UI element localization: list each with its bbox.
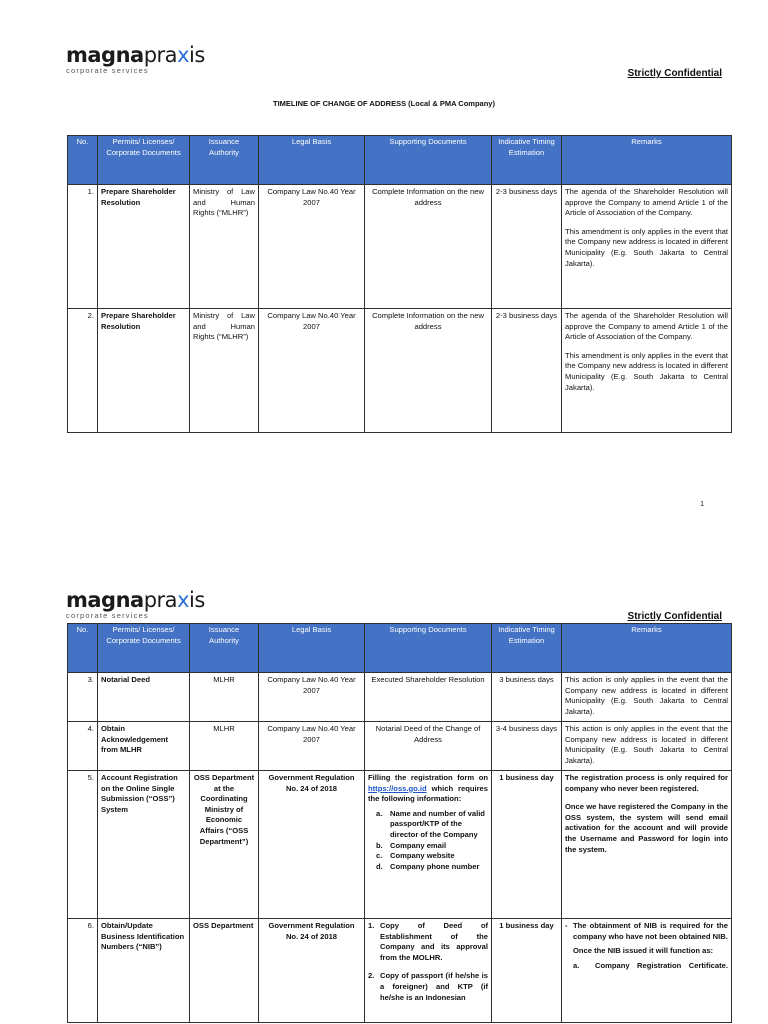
timing-cell: 2-3 business days [492, 309, 562, 433]
permit-cell: Account Registration on the Online Single Submission (“OSS”) System [98, 771, 190, 919]
list-item: 2. Copy of passport (if he/she is a foreigner) and KTP (if he/she is an Indonesian [368, 971, 488, 1002]
legal-basis-cell: Company Law No.40 Year 2007 [259, 722, 365, 771]
permit-cell: Obtain Acknowledgement from MLHR [98, 722, 190, 771]
authority-cell: Ministry of Law and Human Rights (“MLHR”) [190, 309, 259, 433]
header-no: No. [68, 624, 98, 673]
list-item: c. Company website [376, 851, 455, 861]
required-info-list [376, 808, 488, 873]
table-row [68, 919, 732, 1023]
remarks-cell: - The obtainment of NIB is required for the company who have not been obtained NIB. Once the NIB issued it will function as: a. Company Registration Certificate. [562, 919, 732, 1023]
permit-cell: Prepare Shareholder Resolution [98, 309, 190, 433]
document-title: TIMELINE OF CHANGE OF ADDRESS (Local & PMA Company) [273, 99, 495, 108]
header-timing: Indicative Timing Estimation [492, 624, 562, 673]
header-timing: Indicative Timing Estimation [492, 136, 562, 185]
timing-cell: 2-3 business days [492, 185, 562, 309]
page-number: 1 [700, 501, 704, 508]
header-permits: Permits/ Licenses/ Corporate Documents [98, 136, 190, 185]
table-row [68, 309, 732, 433]
header-supporting-documents: Supporting Documents [365, 624, 492, 673]
header-authority: Issuance Authority [190, 136, 259, 185]
permit-cell: Notarial Deed [98, 673, 190, 722]
remarks-cell: This action is only applies in the event that the Company new address is located in different Municipality (E.g. South Jakarta to Central Jakarta). [562, 673, 732, 722]
supporting-docs-list [368, 921, 488, 1003]
header-authority: Issuance Authority [190, 624, 259, 673]
timeline-table-page-1 [67, 135, 732, 433]
header-supporting-documents: Supporting Documents [365, 136, 492, 185]
header-no: No. [68, 136, 98, 185]
remarks-cell: The registration process is only required for company who never been registered. Once we have registered the Company in the OSS system, the system will send email activation for the account and will provide the Username and Password for login into the system. [562, 771, 732, 919]
header-remarks: Remarks [562, 624, 732, 673]
legal-basis-cell: Government Regulation No. 24 of 2018 [259, 919, 365, 1023]
confidential-label: Strictly Confidential [627, 611, 722, 622]
remark-sub-item: a. Company Registration Certificate. [573, 960, 728, 970]
authority-cell: Ministry of Law and Human Rights (“MLHR”) [190, 185, 259, 309]
authority-cell: OSS Department at the Coordinating Ministry of Economic Affairs (“OSS Department”) [190, 771, 259, 919]
brand-tagline: corporate services [66, 611, 149, 620]
table-header-row [68, 624, 732, 673]
timing-cell: 1 business day [492, 919, 562, 1023]
authority-cell: MLHR [190, 673, 259, 722]
list-item: d. Company phone number [376, 861, 480, 871]
table-row [68, 673, 732, 722]
table-row [68, 185, 732, 309]
row-number: 4. [68, 722, 98, 771]
brand-tagline: corporate services [66, 66, 149, 75]
supporting-docs-cell: Complete Information on the new address [365, 309, 492, 433]
list-item: 1. Copy of Deed of Establishment of the Company and its approval from the MOLHR. [368, 921, 488, 962]
supporting-docs-cell: Executed Shareholder Resolution [365, 673, 492, 722]
legal-basis-cell: Company Law No.40 Year 2007 [259, 309, 365, 433]
row-number: 1. [68, 185, 98, 309]
header-permits: Permits/ Licenses/ Corporate Documents [98, 624, 190, 673]
timeline-table-page-2 [67, 623, 732, 1023]
permit-cell: Prepare Shareholder Resolution [98, 185, 190, 309]
remarks-cell: The agenda of the Shareholder Resolution will approve the Company to amend Article 1 of the Article of Association of the Company. This amendment is only applies in the event that the Company new address is located in different Municipality (E.g. South Jakarta to Central Jakarta). [562, 309, 732, 433]
timing-cell: 3 business days [492, 673, 562, 722]
page-gap [0, 545, 768, 575]
row-number: 3. [68, 673, 98, 722]
timing-cell: 3-4 business days [492, 722, 562, 771]
supporting-docs-cell: Filling the registration form on https://oss.go.id which requires the following information: a. Name and number of valid passport/KTP of the director of the Company b. Company email c. Company website d. Company phone number [365, 771, 492, 919]
legal-basis-cell: Government Regulation No. 24 of 2018 [259, 771, 365, 919]
list-item: a. Name and number of valid passport/KTP of the director of the Company [376, 808, 485, 839]
supporting-docs-cell: Complete Information on the new address [365, 185, 492, 309]
row-number: 6. [68, 919, 98, 1023]
brand-logo: magnapraxis corporate services [66, 43, 205, 75]
authority-cell: OSS Department [190, 919, 259, 1023]
authority-cell: MLHR [190, 722, 259, 771]
oss-link[interactable]: https://oss.go.id [368, 783, 427, 793]
table-row [68, 722, 732, 771]
row-number: 2. [68, 309, 98, 433]
header-remarks: Remarks [562, 136, 732, 185]
supporting-docs-cell [365, 919, 492, 1023]
supporting-docs-cell: Notarial Deed of the Change of Address [365, 722, 492, 771]
table-row [68, 771, 732, 919]
remarks-cell: The agenda of the Shareholder Resolution will approve the Company to amend Article 1 of the Article of Association of the Company. This amendment is only applies in the event that the Company new address is located in different Municipality (E.g. South Jakarta to Central Jakarta). [562, 185, 732, 309]
table-header-row [68, 136, 732, 185]
brand-logo: magnapraxis corporate services [66, 588, 205, 620]
confidential-label: Strictly Confidential [627, 68, 722, 79]
row-number: 5. [68, 771, 98, 919]
remark-bullet: - The obtainment of NIB is required for the company who have not been obtained NIB. [565, 921, 728, 941]
remarks-cell: This action is only applies in the event that the Company new address is located in different Municipality (E.g. South Jakarta to Central Jakarta). [562, 722, 732, 771]
page-2 [0, 575, 768, 1024]
legal-basis-cell: Company Law No.40 Year 2007 [259, 673, 365, 722]
timing-cell: 1 business day [492, 771, 562, 919]
header-legal-basis: Legal Basis [259, 624, 365, 673]
permit-cell: Obtain/Update Business Identification Numbers (“NIB”) [98, 919, 190, 1023]
header-legal-basis: Legal Basis [259, 136, 365, 185]
legal-basis-cell: Company Law No.40 Year 2007 [259, 185, 365, 309]
list-item: b. Company email [376, 840, 447, 850]
